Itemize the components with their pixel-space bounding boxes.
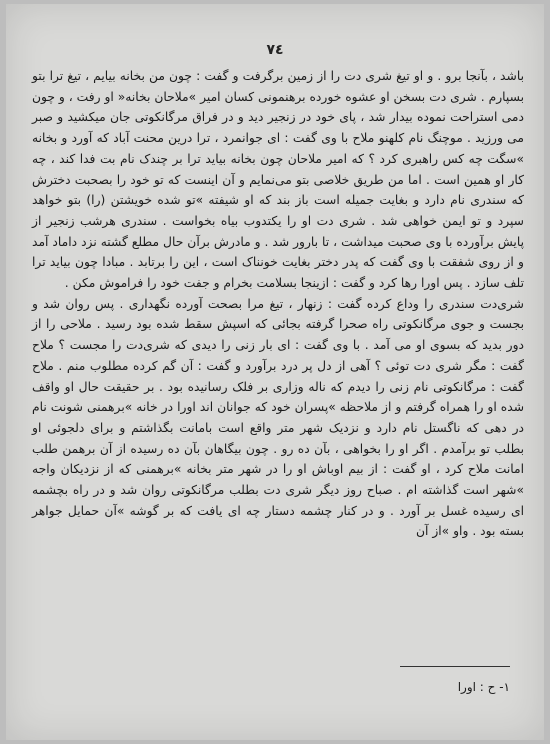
footnote-rule bbox=[400, 666, 510, 667]
paragraph: باشد ، بآنجا برو . و او تیغ شری دت را از زمین برگرفت و گفت : چون من بخانه بیایم ، تیغ ترا بتو بسپارم . شری دت بسخن او عشوه خورده برهنمونی کسان امیر »ملاحان بخانه« او رفت ، و چون دمی استراحت نموده بیدار شد ، پای خود در زنجیر دید و در فراق مرگانکوتی جان میکشید و صبر می ورزید . موچنگ نام کلهنو ملاح با وی گفت : ای جوانمرد ، ترا درین محنت آباد که آورد و بخانه »سگت چه کس راهبری کرد ؟ که امیر ملاحان چون بخانه بیاید ترا بر چندک نام بت فدا کند ، چه کار او همین است . اما من طریق خلاصی بتو می‌نمایم و آن اینست که تو خود را بصحبت دخترش که سندری نام دارد و بغایت جمیله است باز بند که او شیفته »تو شده خویشتن (را) بتو خواهد سپرد و تو ایمن خواهی شد . شری دت او را یکتدوب بیاه بخواست . سندری هرشب زنجیر از پایش برآورده با وی صحبت میداشت ، تا بارور شد . و مادرش برآن حال مطلع گشته نزد داماد آمد و از روی شفقت با وی گفت که پدر دختر بغایت خونناک است ، این را برتابد . مبادا چون بیاید ترا تلف سازد . پس اورا رها کرد و گفت : ازینجا بسلامت بخرام و جفت خود را فراموش مکن . bbox=[32, 69, 524, 291]
book-page bbox=[6, 4, 544, 740]
body-text bbox=[32, 66, 524, 542]
page-number: ٧٤ bbox=[266, 42, 284, 58]
paragraph: شری‌دت سندری را وداع کرده گفت : زنهار ، تیغ مرا بصحت آورده نگهداری . پس روان شد و بجست و جوی مرگانکوتی راه صحرا گرفته بجائی که اسپش سقط شده بود رسید . ملاحی را از دور بدید که بسوی او می آمد . با وی گفت : ای بار زنی را دیدی که شری‌دت را مجست ؟ ملاح گفت : مگر شری دت توئی ؟ آهی از دل پر درد برآورد و گفت : آن گم کرده مطلوب منم . ملاح گفت : مرگانکوتی نام زنی را دیدم که ناله وزاری بر فلک رسانیده بود . بر حقیقت حال او واقف شده او را همراه گرفتم و از ملاحظه »پسران خود که جوانان اند اورا در خانه »برهمنی شونت نام در دهی که ناگستل نام دارد و نزدیک شهر متر واقع است بامانت بگذاشتم و برای دلجوئی او بطلب تو برآمدم . اگر او را بخواهی ، بآن ده رو . چون بیگاهان بآن ده رسیده از آن برهمن طلب امانت ملاح کرد ، او گفت : از بیم اوباش او را در شهر متر بخانه »برهمنی که از نزدیکان واجه »شهر است گذاشته ام . صباح روز دیگر شری دت بطلب مرگانکوتی روان شد و در راه بچشمه ای رسیده غسل بر آورد . و در کنار چشمه دستار چه ای یافت که بر گوشه »آن حمایل جواهر بسته بود . واو »از آن bbox=[32, 296, 524, 539]
footnote: ١- ح : اورا bbox=[457, 680, 510, 694]
